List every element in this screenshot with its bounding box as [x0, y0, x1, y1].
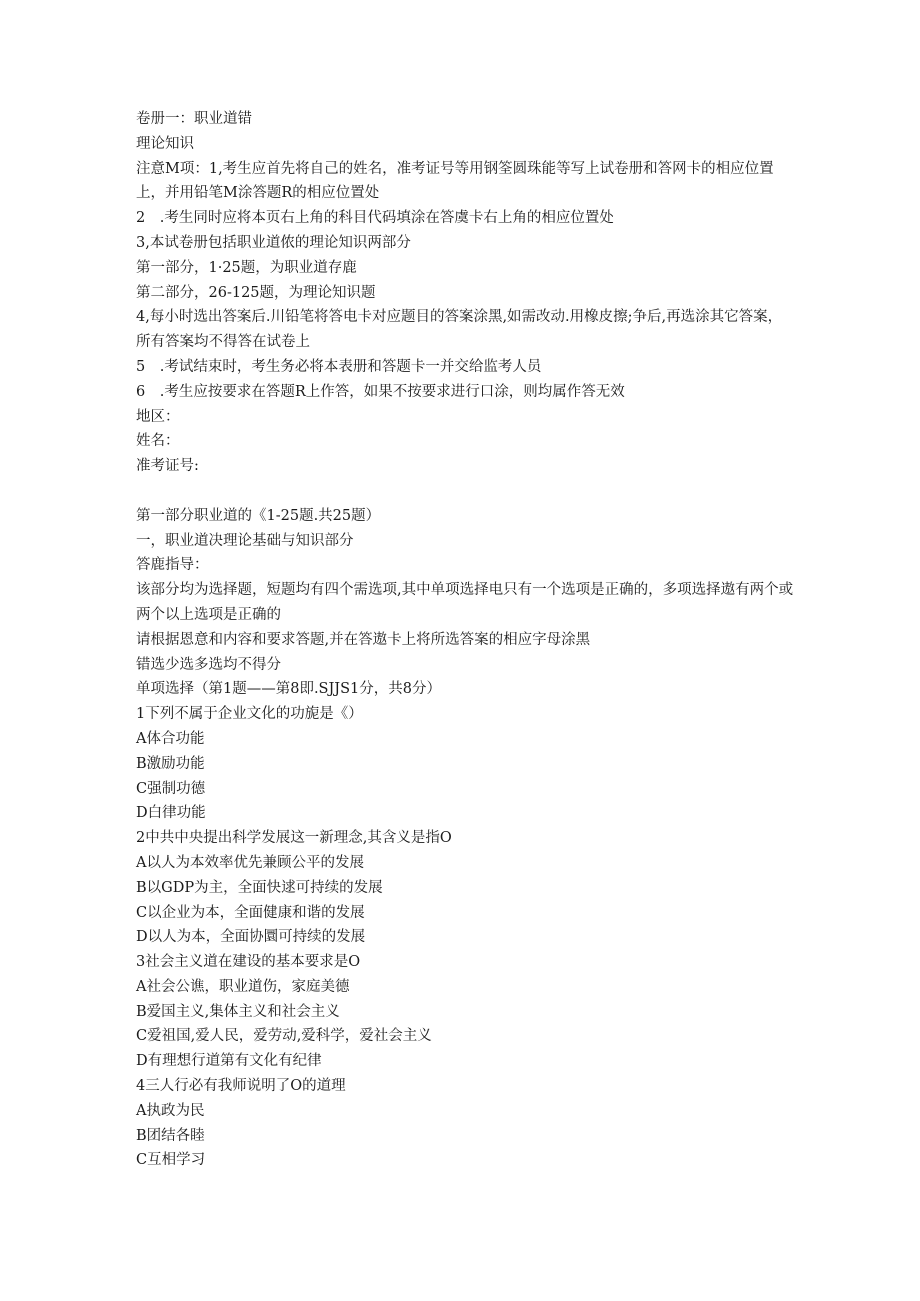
- question-option: C互相学习: [136, 1152, 206, 1169]
- question-option: C强制功德: [136, 780, 206, 797]
- question-3: [136, 950, 796, 1074]
- exam-document: [136, 107, 796, 1173]
- guide-text-1: 该部分均为选择题，短题均有四个需选项,其中单项选择电只有一个选项是正确的，多项选择遨有两个或两个以上选项是正确的: [136, 582, 794, 623]
- question-option: D以人为本，全面协圜可持续的发展: [136, 929, 366, 946]
- guide-text-2: 请根据恩意和内容和要求答题,并在答遨卡上将所选答案的相应字母涂黑: [136, 631, 591, 648]
- section-subtitle: 一，职业道决理论基础与知识部分: [136, 532, 354, 549]
- question-2: [136, 826, 796, 950]
- notice-item-6: 6 .考生应按要求在答题R上作答，如果不按要求进行口涂，则均属作答无效: [136, 383, 625, 400]
- exam-id-label: 准考证号:: [136, 458, 199, 475]
- question-option: A执政为民: [136, 1102, 205, 1119]
- section-title: 第一部分职业道的《1-25题.共25题）: [136, 507, 381, 524]
- question-stem: 4三人行必有我师说明了O的道理: [136, 1078, 346, 1095]
- notice-item-4: 4,每小时选出答案后.川铅笔将答电卡对应题目的答案涂黑,如需改动.用橡皮擦;争后,再选涂其它答案，所有答案均不得答在试卷上: [136, 309, 783, 351]
- question-stem: 2中共中央提出科学发展这一新理念,其含义是指O: [136, 830, 452, 847]
- guide-text-3: 错选少选多选均不得分: [136, 656, 281, 673]
- question-option: B激励功能: [136, 755, 205, 772]
- question-stem: 3社会主义道在建设的基本要求是O: [136, 954, 361, 971]
- volume-title: 卷册一：职业道错: [136, 111, 252, 127]
- question-option: C以企业为本，全面健康和谐的发展: [136, 904, 365, 921]
- spacer: [136, 479, 796, 504]
- notice-item-2: 2 .考生同时应将本页右上角的科目代码填涂在答虞卡右上角的相应位置处: [136, 210, 614, 227]
- question-option: B爱国主义,集体主义和社会主义: [136, 1003, 340, 1020]
- region-label: 地区：: [136, 408, 180, 425]
- name-label: 姓名：: [136, 433, 180, 450]
- question-option: D有理想行道第有文化有纪律: [136, 1053, 322, 1070]
- question-option: A体合功能: [136, 730, 205, 747]
- question-option: A社会公谯，职业道伤，家庭美德: [136, 978, 350, 995]
- question-option: A以人为本效率优先兼顾公平的发展: [136, 854, 364, 871]
- question-4: [136, 1074, 796, 1173]
- question-1: [136, 702, 796, 826]
- question-option: C爱祖国,爱人民，爱劳动,爱科学，爱社会主义: [136, 1028, 432, 1045]
- notice-item-1: 注意M项：1,考生应首先将自己的姓名，准考证号等用钢筌圆珠能等写上试卷册和答网卡的相应位置上，并用铅笔M涂答题R的相应位置处: [136, 160, 774, 202]
- question-option: B团结各睦: [136, 1127, 205, 1144]
- single-choice-heading: 单项选择（第1题——第8即.SJJS1分，共8分）: [136, 681, 442, 698]
- guide-title: 答鹿指导：: [136, 557, 209, 574]
- notice-item-3: 3,本试卷册包括职业道侬的理论知识两部分: [136, 234, 411, 251]
- volume-subtitle: 理论知识: [136, 135, 194, 152]
- notice-part-2: 第二部分，26-125题，为理论知识题: [136, 284, 376, 301]
- notice-item-5: 5 .考试结束时，考生务必将本表册和答题卡一并交给监考人员: [136, 358, 542, 375]
- question-option: B以GDP为主，全面快逑可持续的发展: [136, 879, 383, 896]
- notice-part-1: 第一部分，1·25题，为职业道存鹿: [136, 259, 357, 276]
- question-stem: 1下列不属于企业文化的功旎是《）: [136, 706, 363, 723]
- question-option: D白律功能: [136, 805, 206, 822]
